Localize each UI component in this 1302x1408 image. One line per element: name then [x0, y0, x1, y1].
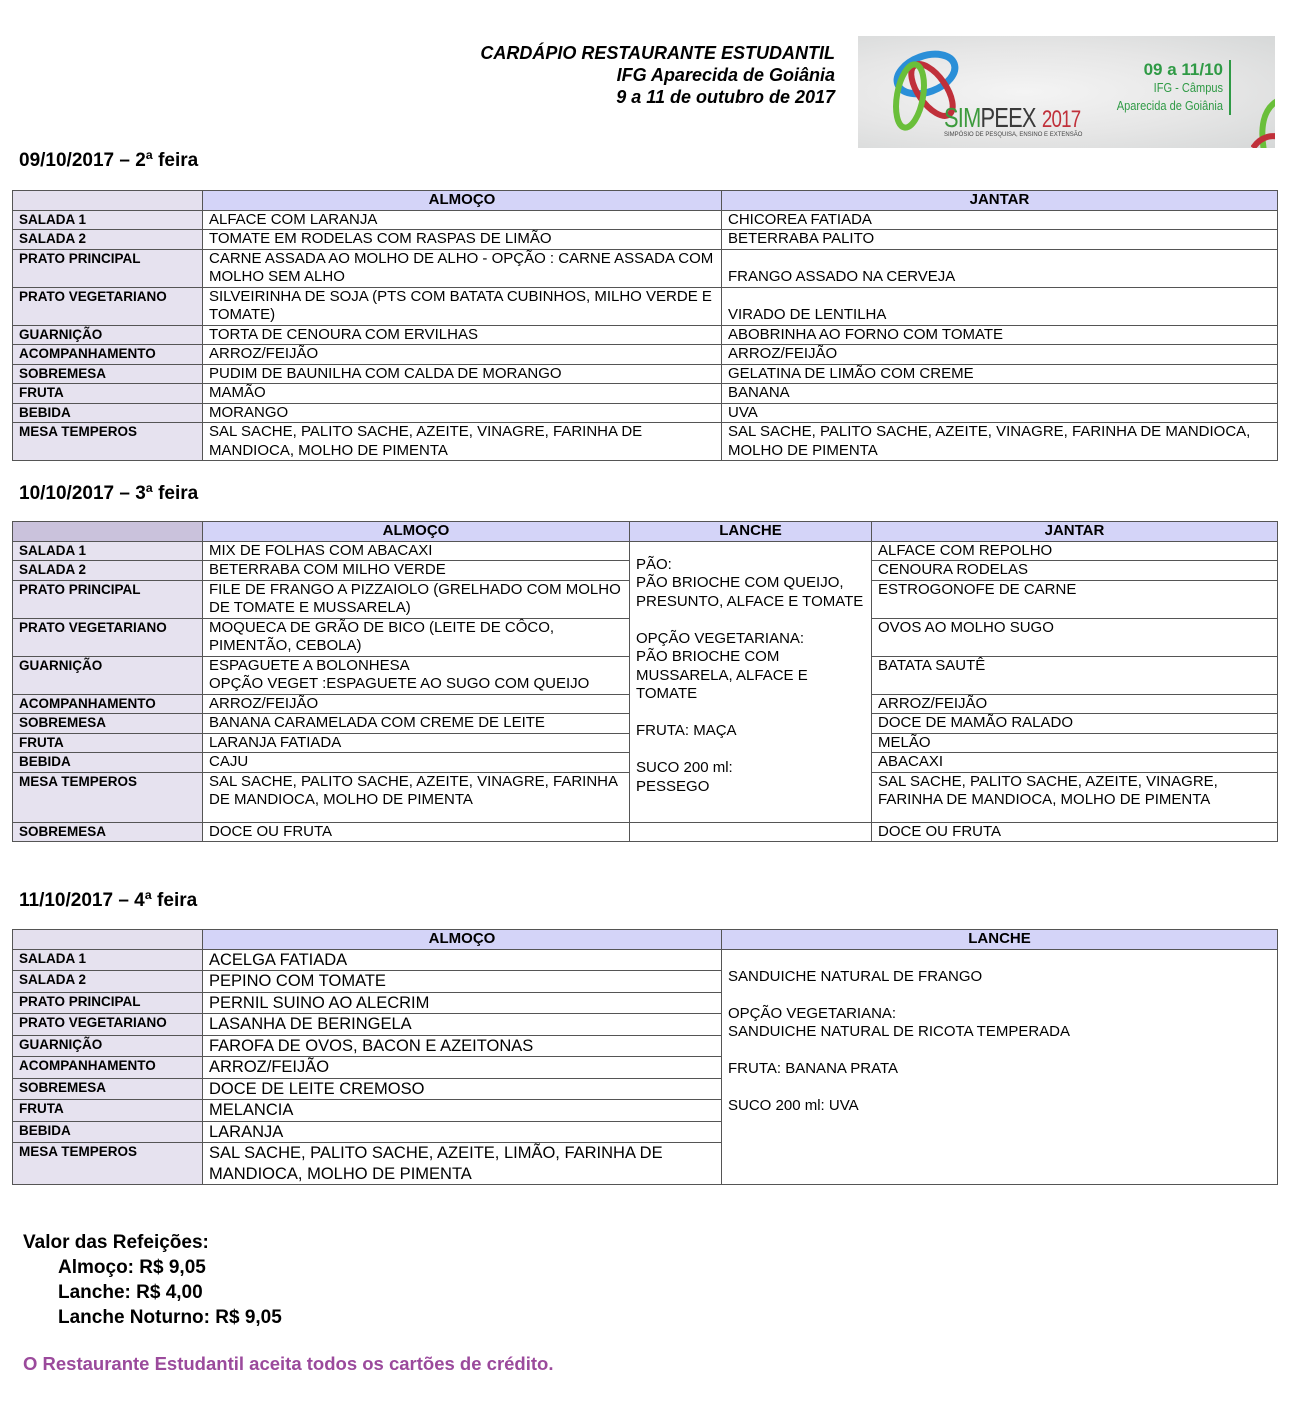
table-row	[13, 822, 1278, 842]
corner-cell	[13, 191, 203, 211]
table-row	[13, 384, 1278, 404]
table-row	[13, 345, 1278, 365]
row-label: PRATO VEGETARIANO	[13, 1014, 203, 1036]
table-row	[13, 364, 1278, 384]
meal-prices	[23, 1230, 282, 1330]
row-label: MESA TEMPEROS	[13, 1143, 203, 1185]
row-label: PRATO PRINCIPAL	[13, 580, 203, 618]
row-label: SALADA 2	[13, 230, 203, 250]
almoco-cell: ARROZ/FEIJÃO	[203, 1057, 722, 1079]
credit-card-notice: O Restaurante Estudantil aceita todos os cartões de crédito.	[23, 1353, 554, 1374]
lanche-line: PESSEGO	[636, 777, 710, 795]
row-label: BEBIDA	[13, 1121, 203, 1143]
jantar-cell: ESTROGONOFE DE CARNE	[872, 580, 1278, 618]
row-label: PRATO PRINCIPAL	[13, 249, 203, 287]
column-header-almoco: ALMOÇO	[203, 522, 630, 542]
prices-title: Valor das Refeições:	[23, 1232, 209, 1253]
table-header-row	[13, 191, 1278, 211]
table-header-row	[13, 930, 1278, 950]
lanche-line: SUCO 200 ml: UVA	[728, 1097, 859, 1114]
row-label: ACOMPANHAMENTO	[13, 345, 203, 365]
price-almoco: Almoço: R$ 9,05	[58, 1257, 206, 1278]
jantar-cell: GELATINA DE LIMÃO COM CREME	[722, 364, 1278, 384]
jantar-cell: MELÃO	[872, 733, 1278, 753]
almoco-cell: ALFACE COM LARANJA	[203, 210, 722, 230]
row-label: GUARNIÇÃO	[13, 656, 203, 694]
almoco-cell: LARANJA	[203, 1121, 722, 1143]
row-label: SALADA 2	[13, 561, 203, 581]
jantar-cell: BETERRABA PALITO	[722, 230, 1278, 250]
row-label: SALADA 1	[13, 541, 203, 561]
row-label: MESA TEMPEROS	[13, 423, 203, 461]
almoco-line: ESPAGUETE A BOLONHESA	[209, 656, 410, 674]
day-heading-4a-feira: 11/10/2017 – 4ª feira	[19, 890, 198, 911]
column-header-almoco: ALMOÇO	[203, 191, 722, 211]
lanche-line: OPÇÃO VEGETARIANA:	[728, 1004, 897, 1022]
menu-table-day1	[12, 190, 1278, 461]
jantar-cell: ABACAXI	[872, 753, 1278, 773]
day-heading-2a-feira: 09/10/2017 – 2ª feira	[19, 150, 199, 171]
jantar-cell: BANANA	[722, 384, 1278, 404]
almoco-cell: BANANA CARAMELADA COM CREME DE LEITE	[203, 714, 630, 734]
jantar-cell: VIRADO DE LENTILHA	[722, 287, 1278, 325]
almoco-cell: ARROZ/FEIJÃO	[203, 345, 722, 365]
almoco-cell: FAROFA DE OVOS, BACON E AZEITONAS	[203, 1035, 722, 1057]
lanche-line: SANDUICHE NATURAL DE FRANGO	[728, 967, 983, 985]
row-label: ACOMPANHAMENTO	[13, 694, 203, 714]
simpeex-banner	[858, 36, 1275, 148]
row-label: SALADA 1	[13, 210, 203, 230]
almoco-cell: BETERRABA COM MILHO VERDE	[203, 561, 630, 581]
almoco-cell: TOMATE EM RODELAS COM RASPAS DE LIMÃO	[203, 230, 722, 250]
almoco-cell: CARNE ASSADA AO MOLHO DE ALHO - OPÇÃO : CARNE ASSADA COM MOLHO SEM ALHO	[203, 249, 722, 287]
jantar-cell: UVA	[722, 403, 1278, 423]
row-label: PRATO VEGETARIANO	[13, 618, 203, 656]
corner-cell	[13, 930, 203, 950]
row-label: FRUTA	[13, 1100, 203, 1122]
table-row	[13, 249, 1278, 287]
row-label: BEBIDA	[13, 403, 203, 423]
jantar-cell: ABOBRINHA AO FORNO COM TOMATE	[722, 325, 1278, 345]
brand-sim: SIM	[944, 102, 981, 133]
jantar-cell: OVOS AO MOLHO SUGO	[872, 618, 1278, 656]
row-label: SALADA 1	[13, 949, 203, 971]
event-date: 09 a 11/10	[1143, 60, 1223, 79]
brand-peex: PEEX	[980, 102, 1036, 133]
lanche-line: SUCO 200 ml:	[636, 759, 733, 776]
row-label: SOBREMESA	[13, 1078, 203, 1100]
event-campus: IFG - Câmpus	[1153, 80, 1223, 95]
jantar-cell: ALFACE COM REPOLHO	[872, 541, 1278, 561]
lanche-line: PÃO BRIOCHE COM MUSSARELA, ALFACE E TOMATE	[636, 648, 808, 702]
almoco-cell: MIX DE FOLHAS COM ABACAXI	[203, 541, 630, 561]
row-label: ACOMPANHAMENTO	[13, 1057, 203, 1079]
jantar-cell: FRANGO ASSADO NA CERVEJA	[722, 249, 1278, 287]
row-label: FRUTA	[13, 384, 203, 404]
almoco-cell: ACELGA FATIADA	[203, 949, 722, 971]
event-info	[1098, 60, 1231, 115]
price-lanche-noturno: Lanche Noturno: R$ 9,05	[58, 1307, 282, 1328]
row-label: SALADA 2	[13, 971, 203, 993]
almoco-cell: TORTA DE CENOURA COM ERVILHAS	[203, 325, 722, 345]
table-row	[13, 541, 1278, 561]
almoco-cell: MOQUECA DE GRÃO DE BICO (LEITE DE CÔCO, PIMENTÃO, CEBOLA)	[203, 618, 630, 656]
almoco-cell: SAL SACHE, PALITO SACHE, AZEITE, LIMÃO, FARINHA DE MANDIOCA, MOLHO DE PIMENTA	[203, 1143, 722, 1185]
jantar-cell: BATATA SAUTÊ	[872, 656, 1278, 694]
campus-name: IFG Aparecida de Goiânia	[616, 65, 835, 85]
table-row	[13, 949, 1278, 971]
almoco-line: OPÇÃO VEGET :ESPAGUETE AO SUGO COM QUEIJO	[209, 675, 590, 692]
lanche-cell	[630, 541, 872, 822]
decorative-ring-icon	[1251, 98, 1275, 148]
simpeex-brand	[944, 102, 1080, 134]
column-header-almoco: ALMOÇO	[203, 930, 722, 950]
almoco-cell: ARROZ/FEIJÃO	[203, 694, 630, 714]
row-label: PRATO PRINCIPAL	[13, 992, 203, 1014]
almoco-cell: PUDIM DE BAUNILHA COM CALDA DE MORANGO	[203, 364, 722, 384]
almoco-cell: MAMÃO	[203, 384, 722, 404]
jantar-cell: SAL SACHE, PALITO SACHE, AZEITE, VINAGRE, FARINHA DE MANDIOCA, MOLHO DE PIMENTA	[872, 772, 1278, 822]
menu-title: CARDÁPIO RESTAURANTE ESTUDANTIL	[480, 43, 835, 63]
lanche-cell	[722, 949, 1278, 1185]
day-heading-3a-feira: 10/10/2017 – 3ª feira	[19, 483, 199, 504]
jantar-cell: ARROZ/FEIJÃO	[872, 694, 1278, 714]
lanche-line: OPÇÃO VEGETARIANA:	[636, 629, 805, 647]
menu-title-block	[380, 42, 835, 108]
almoco-cell	[203, 656, 630, 694]
almoco-cell: SAL SACHE, PALITO SACHE, AZEITE, VINAGRE, FARINHA DE MANDIOCA, MOLHO DE PIMENTA	[203, 772, 630, 822]
date-range: 9 a 11 de outubro de 2017	[616, 87, 835, 107]
table-row	[13, 287, 1278, 325]
column-header-lanche: LANCHE	[630, 522, 872, 542]
row-label: MESA TEMPEROS	[13, 772, 203, 822]
column-header-jantar: JANTAR	[722, 191, 1278, 211]
table-header-row	[13, 522, 1278, 542]
menu-table-day2	[12, 521, 1278, 842]
row-label: PRATO VEGETARIANO	[13, 287, 203, 325]
row-label: GUARNIÇÃO	[13, 1035, 203, 1057]
almoco-cell: SAL SACHE, PALITO SACHE, AZEITE, VINAGRE, FARINHA DE MANDIOCA, MOLHO DE PIMENTA	[203, 423, 722, 461]
almoco-cell: FILE DE FRANGO A PIZZAIOLO (GRELHADO COM MOLHO DE TOMATE E MUSSARELA)	[203, 580, 630, 618]
jantar-cell: CHICOREA FATIADA	[722, 210, 1278, 230]
brand-year: 2017	[1041, 106, 1081, 133]
almoco-cell: LASANHA DE BERINGELA	[203, 1014, 722, 1036]
almoco-cell: MORANGO	[203, 403, 722, 423]
row-label: SOBREMESA	[13, 364, 203, 384]
lanche-line: PÃO BRIOCHE COM QUEIJO, PRESUNTO, ALFACE E TOMATE	[636, 574, 864, 610]
jantar-cell: SAL SACHE, PALITO SACHE, AZEITE, VINAGRE, FARINHA DE MANDIOCA, MOLHO DE PIMENTA	[722, 423, 1278, 461]
almoco-cell: DOCE DE LEITE CREMOSO	[203, 1078, 722, 1100]
price-lanche: Lanche: R$ 4,00	[58, 1282, 203, 1303]
lanche-line: FRUTA: MAÇA	[636, 722, 737, 739]
almoco-cell: PEPINO COM TOMATE	[203, 971, 722, 993]
table-row	[13, 403, 1278, 423]
row-label: SOBREMESA	[13, 822, 203, 842]
table-row	[13, 423, 1278, 461]
jantar-cell: DOCE DE MAMÃO RALADO	[872, 714, 1278, 734]
jantar-cell: ARROZ/FEIJÃO	[722, 345, 1278, 365]
row-label: BEBIDA	[13, 753, 203, 773]
almoco-cell: LARANJA FATIADA	[203, 733, 630, 753]
table-row	[13, 210, 1278, 230]
row-label: FRUTA	[13, 733, 203, 753]
column-header-jantar: JANTAR	[872, 522, 1278, 542]
corner-cell	[13, 522, 203, 542]
almoco-cell: SILVEIRINHA DE SOJA (PTS COM BATATA CUBINHOS, MILHO VERDE E TOMATE)	[203, 287, 722, 325]
lanche-line: PÃO:	[636, 555, 672, 573]
event-city: Aparecida de Goiânia	[1116, 98, 1223, 113]
lanche-cell	[630, 822, 872, 842]
jantar-cell: CENOURA RODELAS	[872, 561, 1278, 581]
almoco-cell: DOCE OU FRUTA	[203, 822, 630, 842]
almoco-cell: PERNIL SUINO AO ALECRIM	[203, 992, 722, 1014]
lanche-line: SANDUICHE NATURAL DE RICOTA TEMPERADA	[728, 1023, 1070, 1040]
jantar-cell: DOCE OU FRUTA	[872, 822, 1278, 842]
almoco-cell: MELANCIA	[203, 1100, 722, 1122]
almoco-cell: CAJU	[203, 753, 630, 773]
brand-subtitle: SIMPÓSIO DE PESQUISA, ENSINO E EXTENSÃO	[944, 132, 1083, 138]
column-header-lanche: LANCHE	[722, 930, 1278, 950]
row-label: SOBREMESA	[13, 714, 203, 734]
lanche-line: FRUTA: BANANA PRATA	[728, 1060, 899, 1077]
row-label: GUARNIÇÃO	[13, 325, 203, 345]
menu-table-day3	[12, 929, 1278, 1185]
table-row	[13, 325, 1278, 345]
table-row	[13, 230, 1278, 250]
